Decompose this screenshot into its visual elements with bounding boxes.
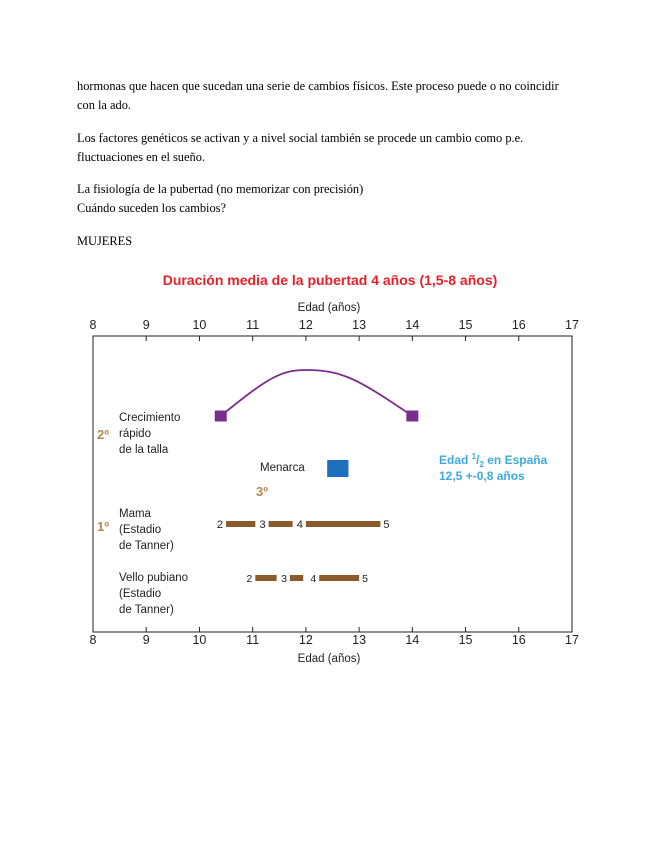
breast-stage-bars: [217, 519, 390, 531]
x-ticks-bottom: [90, 627, 579, 647]
text-line: Los factores genéticos se activan y a nivel social también se procede un cambio como p.e.: [77, 131, 524, 145]
breast-label-line: de Tanner): [119, 540, 174, 552]
pubic-hair-stage-bar: [255, 575, 276, 581]
growth-curve: [221, 370, 413, 416]
section-heading-mujeres: [77, 232, 597, 251]
breast-order-label: 1º: [97, 519, 109, 534]
x-tick-label-bottom: 8: [89, 633, 97, 647]
pubic-hair-stage-bar: [319, 575, 359, 581]
x-tick-label-top: 12: [298, 318, 313, 332]
x-tick-label-bottom: 14: [405, 633, 420, 647]
note-fraction-slash: /: [476, 453, 480, 467]
spain-age-note: [439, 452, 548, 469]
menarche-label: Menarca: [260, 462, 305, 474]
breast-stage-bar: [269, 521, 293, 527]
x-tick-label-top: 11: [246, 318, 260, 332]
x-axis-label-bottom: Edad (años): [297, 653, 361, 665]
x-tick-label-bottom: 9: [142, 633, 150, 647]
note-text-post: en España: [483, 453, 548, 467]
x-tick-label-top: 16: [511, 318, 526, 332]
breast-label-line: Mama: [119, 508, 151, 520]
note-fraction-denominator: 2: [479, 460, 484, 469]
paragraph-hormonas: [77, 77, 597, 115]
text-line: hormonas que hacen que sucedan una serie de cambios físicos. Este proceso puede o no coincidir: [77, 79, 559, 93]
breast-stage-label: 4: [296, 519, 303, 531]
breast-label-line: (Estadio: [119, 524, 162, 536]
x-tick-label-bottom: 10: [192, 633, 207, 647]
breast-stage-bar: [306, 521, 381, 527]
puberty-timeline-figure: [70, 268, 590, 668]
x-tick-label-bottom: 11: [246, 633, 260, 647]
text-line: fluctuaciones en el sueño.: [77, 150, 205, 164]
paragraph-fisiologia: [77, 180, 597, 218]
pubic-hair-stage-bar: [290, 575, 303, 581]
text-line: MUJERES: [77, 234, 133, 248]
pubic-hair-stage-label: 3: [281, 573, 287, 585]
growth-label: [119, 412, 180, 456]
menarche-marker: [327, 460, 348, 477]
pubic-hair-label: [119, 572, 188, 616]
chart-title: Duración media de la pubertad 4 años (1,5-8 años): [162, 272, 498, 288]
breast-stage-label: 5: [383, 519, 390, 531]
pubic-hair-stage-label: 4: [310, 573, 317, 585]
x-tick-label-top: 17: [565, 318, 579, 332]
x-tick-label-bottom: 15: [458, 633, 473, 647]
growth-label-line: Crecimiento: [119, 412, 181, 424]
pubic-hair-stage-bars: [246, 573, 368, 585]
pubic-hair-label-line: Vello pubiano: [119, 572, 189, 584]
spain-age-range: 12,5 +-0,8 años: [439, 469, 525, 483]
pubic-hair-label-line: de Tanner): [119, 604, 174, 616]
x-tick-label-bottom: 17: [565, 633, 579, 647]
breast-stage-label: 3: [259, 519, 266, 531]
menarche-order-label: 3º: [256, 484, 268, 499]
x-tick-label-top: 10: [192, 318, 207, 332]
breast-label: [119, 508, 174, 552]
growth-label-line: rápido: [119, 428, 151, 440]
x-ticks-top: [90, 318, 579, 341]
x-tick-label-bottom: 12: [298, 633, 313, 647]
text-line: La fisiología de la pubertad (no memorizar con precisión): [77, 182, 364, 196]
x-tick-label-top: 9: [142, 318, 150, 332]
x-tick-label-top: 15: [458, 318, 473, 332]
x-tick-label-top: 8: [89, 318, 97, 332]
pubic-hair-stage-label: 5: [362, 573, 368, 585]
x-tick-label-top: 13: [352, 318, 367, 332]
plot-frame: [93, 336, 572, 632]
growth-label-line: de la talla: [119, 444, 169, 456]
x-axis-label-top: Edad (años): [297, 302, 361, 314]
breast-stage-bar: [226, 521, 255, 527]
pubic-hair-label-line: (Estadio: [119, 588, 162, 600]
growth-end-marker: [406, 411, 418, 422]
breast-stage-label: 2: [216, 519, 224, 531]
text-line: con la ado.: [77, 98, 132, 112]
growth-order-label: 2º: [97, 427, 109, 442]
growth-start-marker: [215, 411, 227, 422]
text-line: Cuándo suceden los cambios?: [77, 201, 226, 215]
paragraph-factores: [77, 129, 597, 167]
note-fraction-numerator: 1: [471, 452, 477, 461]
x-tick-label-top: 14: [405, 318, 420, 332]
pubic-hair-stage-label: 2: [246, 573, 253, 585]
note-text-pre: Edad: [439, 453, 472, 467]
x-tick-label-bottom: 13: [352, 633, 367, 647]
x-tick-label-bottom: 16: [511, 633, 526, 647]
